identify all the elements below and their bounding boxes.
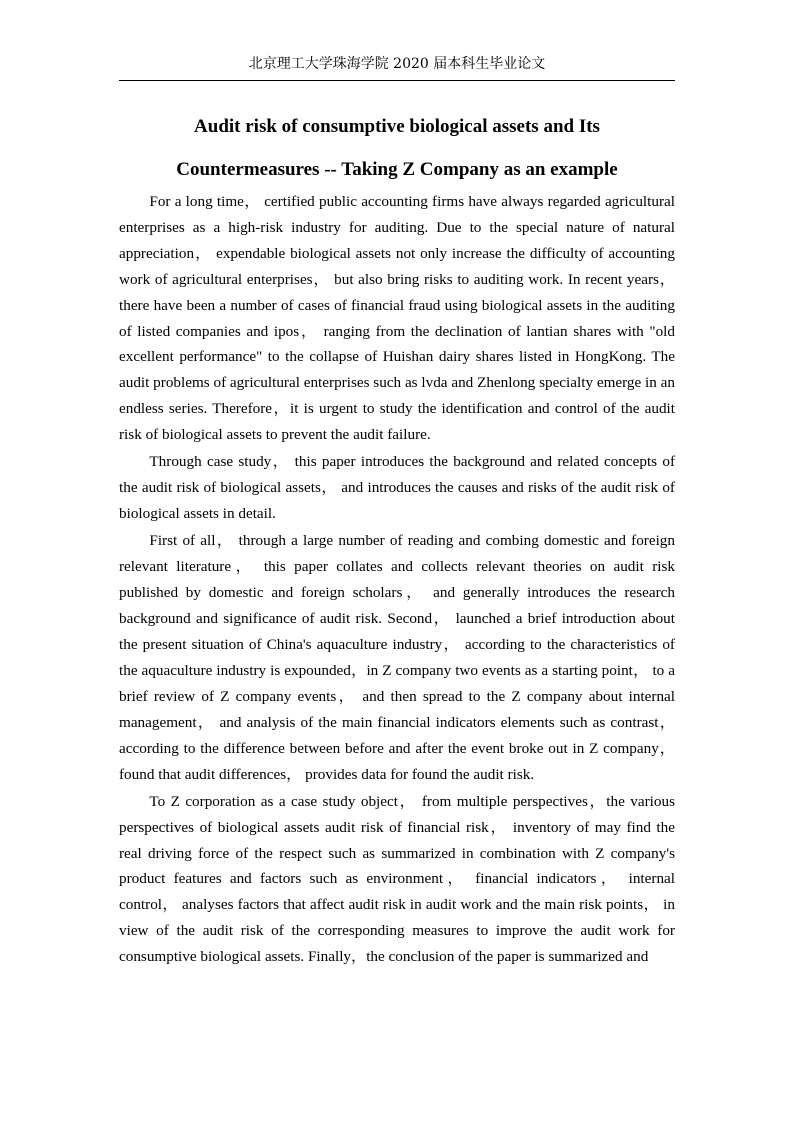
paragraph-3: First of all， through a large number of reading and combing domestic and foreign relevant literature， this paper collates and collects relevant theories on audit risk published by domestic and foreign scholars， and generally introduces the research background and significance of audit risk. Second， launched a brief introduction about the present situation of China's aquaculture industry， according to the characteristics of the aquaculture industry is expounded，in Z company two events as a starting point， to a brief review of Z company events， and then spread to the Z company about internal management， and analysis of the main financial indicators elements such as contrast， according to the difference between before and after the event broke out in Z company， found that audit differences， provides data for found the audit risk. <box>119 532 675 783</box>
document-body <box>119 189 675 971</box>
header-divider <box>119 80 675 81</box>
paragraph-2: Through case study， this paper introduces the background and related concepts of the audit risk of biological assets， and introduces the causes and risks of the audit risk of biological assets in detail. <box>119 453 675 523</box>
paragraph-4: To Z corporation as a case study object， from multiple perspectives，the various perspectives of biological assets audit risk of financial risk， inventory of may find the real driving force of the respect such as summarized in combination with Z company's product features and factors such as environment， financial indicators， internal control， analyses factors that affect audit risk in audit work and the main risk points， in view of the audit risk of the corresponding measures to improve the audit work for consumptive biological assets. Finally，the conclusion of the paper is summarized and <box>119 792 675 966</box>
title-line-1: Audit risk of consumptive biological assets and Its <box>194 116 600 137</box>
document-title <box>119 112 675 184</box>
title-line-2: Countermeasures -- Taking Z Company as an example <box>176 159 618 180</box>
running-header: 北京理工大学珠海学院 2020 届本科生毕业论文 <box>248 56 546 72</box>
paragraph-1: For a long time， certified public accounting firms have always regarded agricultural enterprises as a high-risk industry for auditing. Due to the special nature of natural appreciation， expendable biological assets not only increase the difficulty of accounting work of agricultural enterprises， but also bring risks to auditing work. In recent years， there have been a number of cases of financial fraud using biological assets in the auditing of listed companies and ipos， ranging from the declination of lantian shares with "old excellent performance" to the collapse of Huishan dairy shares listed in HongKong. The audit problems of agricultural enterprises such as lvda and Zhenlong specialty emerge in an endless series. Therefore，it is urgent to study the identification and control of the audit risk of biological assets to prevent the audit failure. <box>119 193 675 444</box>
